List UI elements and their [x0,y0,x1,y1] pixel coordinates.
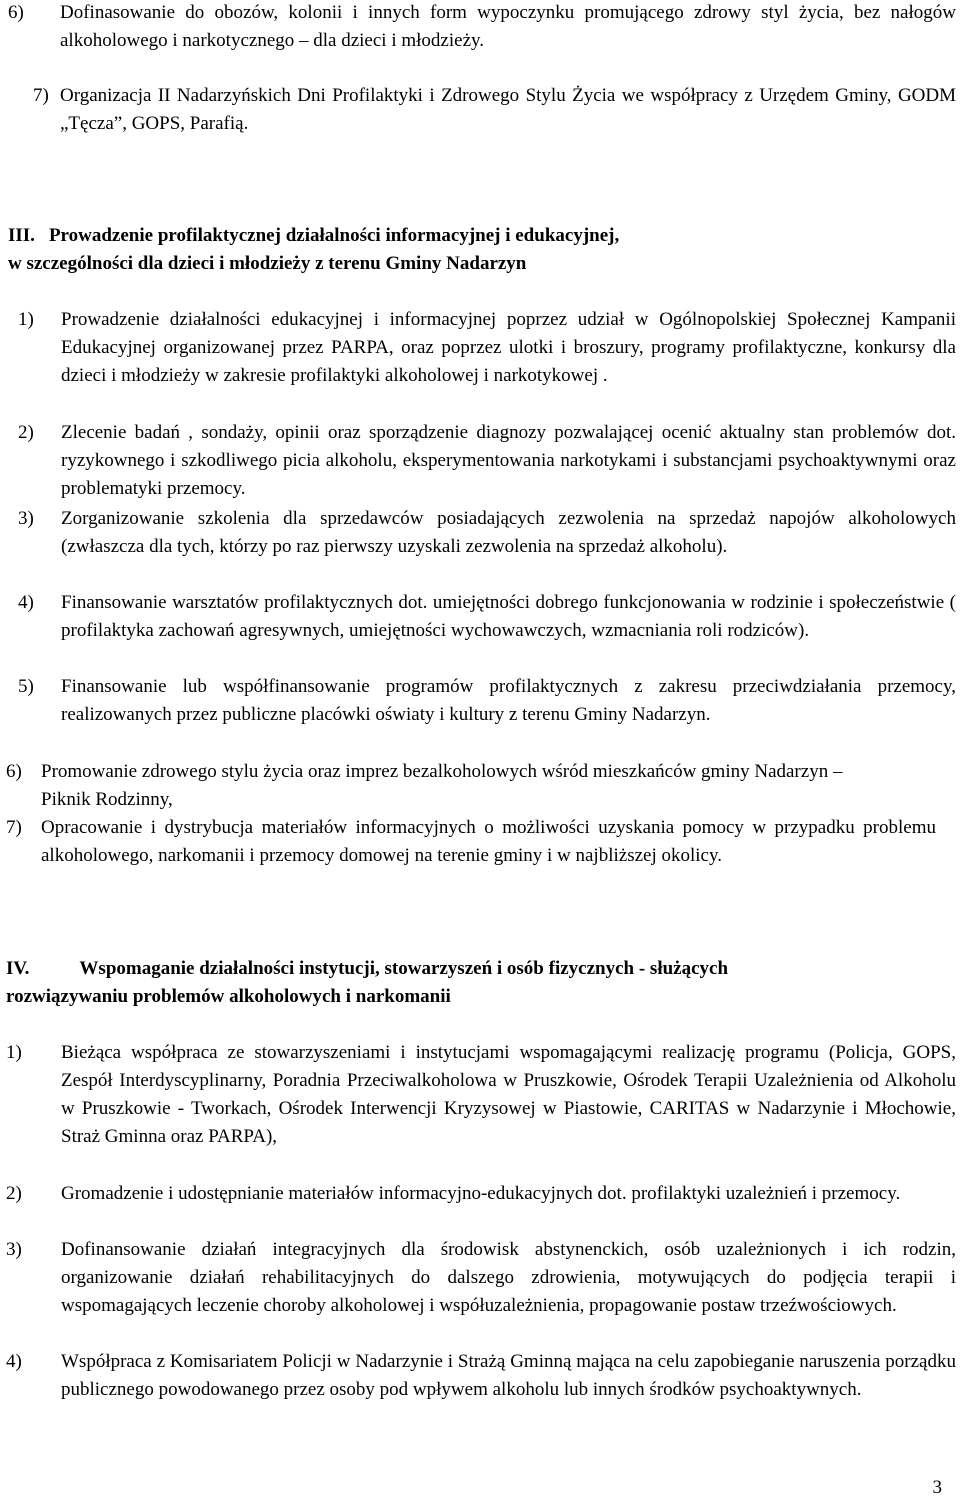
list-item-number: 3) [6,1239,22,1260]
list-item [6,1039,956,1151]
list-item-text: Organizacja II Nadarzyńskich Dni Profilaktyki i Zdrowego Stylu Życia we współpracy z Urzędem Gminy, GODM „Tęcza”, GOPS, Parafią. [60,85,956,134]
list-item-text: Promowanie zdrowego stylu życia oraz imprez bezalkoholowych wśród mieszkańców gminy Nadarzyn – Piknik Rodzinny, [41,761,843,810]
list-item [6,1180,956,1208]
list-item [6,1348,956,1404]
list-item-number: 2) [18,422,34,443]
section-heading [6,955,956,1011]
list-item-number: 6) [6,761,22,782]
list-item [18,306,956,390]
list-item-number: 1) [18,309,34,330]
list-item-text: Bieżąca współpraca ze stowarzyszeniami i instytucjami wspomagającymi realizację programu (Policja, GOPS, Zespół Interdyscyplinarny, Poradnia Przeciwalkoholowa w Pruszkowie, Ośrodek Terapii Uzależnienia od Alkoholu w Pruszkowie - Tworkach, Ośrodek Interwencji Kryzysowej w Piastowie, CARITAS w Nadarzynie i Młochowie, Straż Gminna oraz PARPA), [61,1042,956,1147]
list-item-text: Zlecenie badań , sondaży, opinii oraz sporządzenie diagnozy pozwalającej ocenić aktualny stan problemów dot. ryzykownego i szkodliwego picia alkoholu, eksperymentowania narkotykami i substancjami psychoaktywnymi oraz problematyki przemocy. [61,422,956,499]
section-numeral: IV. [6,958,30,979]
list-item-text: Dofinasowanie do obozów, kolonii i innych form wypoczynku promującego zdrowy styl życia, bez nałogów alkoholowego i narkotycznego – dla dzieci i młodzieży. [60,2,956,51]
list-item [18,419,956,503]
list-item-number: 7) [33,85,49,106]
list-item-number: 1) [6,1042,22,1063]
list-item-number: 7) [6,817,22,838]
list-item-text: Finansowanie warsztatów profilaktycznych dot. umiejętności dobrego funkcjonowania w rodzinie i społeczeństwie ( profilaktyka zachowań agresywnych, umiejętności wychowawczych, wzmacniania roli rodziców). [61,592,956,641]
list-item [18,589,956,645]
list-item-text: Gromadzenie i udostępnianie materiałów informacyjno-edukacyjnych dot. profilaktyki uzależnień i przemocy. [61,1183,901,1204]
section-title-line: Prowadzenie profilaktycznej działalności informacyjnej i edukacyjnej, [48,225,620,246]
list-item-number: 4) [6,1351,22,1372]
page-number: 3 [932,1477,942,1498]
list-item [33,82,956,138]
list-item-number: 5) [18,676,34,697]
section-numeral: III. [8,225,35,246]
list-item-number: 4) [18,592,34,613]
list-item-text: Finansowanie lub współfinansowanie programów profilaktycznych z zakresu przeciwdziałania przemocy, realizowanych przez publiczne placówki oświaty i kultury z terenu Gminy Nadarzyn. [61,676,956,725]
list-item-text: Prowadzenie działalności edukacyjnej i informacyjnej poprzez udział w Ogólnopolskiej Społecznej Kampanii Edukacyjnej organizowanej przez PARPA, oraz poprzez ulotki i broszury, programy profilaktyczne, konkursy dla dzieci i młodzieży w zakresie profilaktyki alkoholowej i narkotykowej . [61,309,956,386]
section-title-line: rozwiązywaniu problemów alkoholowych i narkomanii [6,986,451,1007]
list-item-text: Współpraca z Komisariatem Policji w Nadarzynie i Strażą Gminną mająca na celu zapobieganie naruszenia porządku publicznego powodowanego przez osoby pod wpływem alkoholu lub innych środków psychoaktywnych. [61,1351,956,1400]
section-title-line: Wspomaganie działalności instytucji, stowarzyszeń i osób fizycznych - służących [79,958,729,979]
list-item [18,673,956,729]
list-item-text: Zorganizowanie szkolenia dla sprzedawców posiadających zezwolenia na sprzedaż napojów alkoholowych (zwłaszcza dla tych, którzy po raz pierwszy uzyskali zezwolenia na sprzedaż alkoholu). [61,508,956,557]
list-item-number: 3) [18,508,34,529]
list-item [18,505,956,561]
list-item [6,814,956,870]
list-item [6,758,956,814]
list-item [6,1236,956,1320]
list-item-text: Dofinansowanie działań integracyjnych dla środowisk abstynenckich, osób uzależnionych i ich rodzin, organizowanie działań rehabilitacyjnych do dalszego zdrowienia, motywujących do podjęcia terapii i wspomagających leczenie choroby alkoholowej i współuzależnienia, propagowanie postaw trzeźwościowych. [61,1239,956,1316]
section-heading [8,222,956,278]
list-item-text: Opracowanie i dystrybucja materiałów informacyjnych o możliwości uzyskania pomocy w przypadku problemu alkoholowego, narkomanii i przemocy domowej na terenie gminy i w najbliższej okolicy. [41,817,936,866]
list-item-number: 2) [6,1183,22,1204]
list-item [8,0,956,55]
section-title-line: w szczególności dla dzieci i młodzieży z terenu Gminy Nadarzyn [8,253,527,274]
list-item-number: 6) [8,2,24,23]
